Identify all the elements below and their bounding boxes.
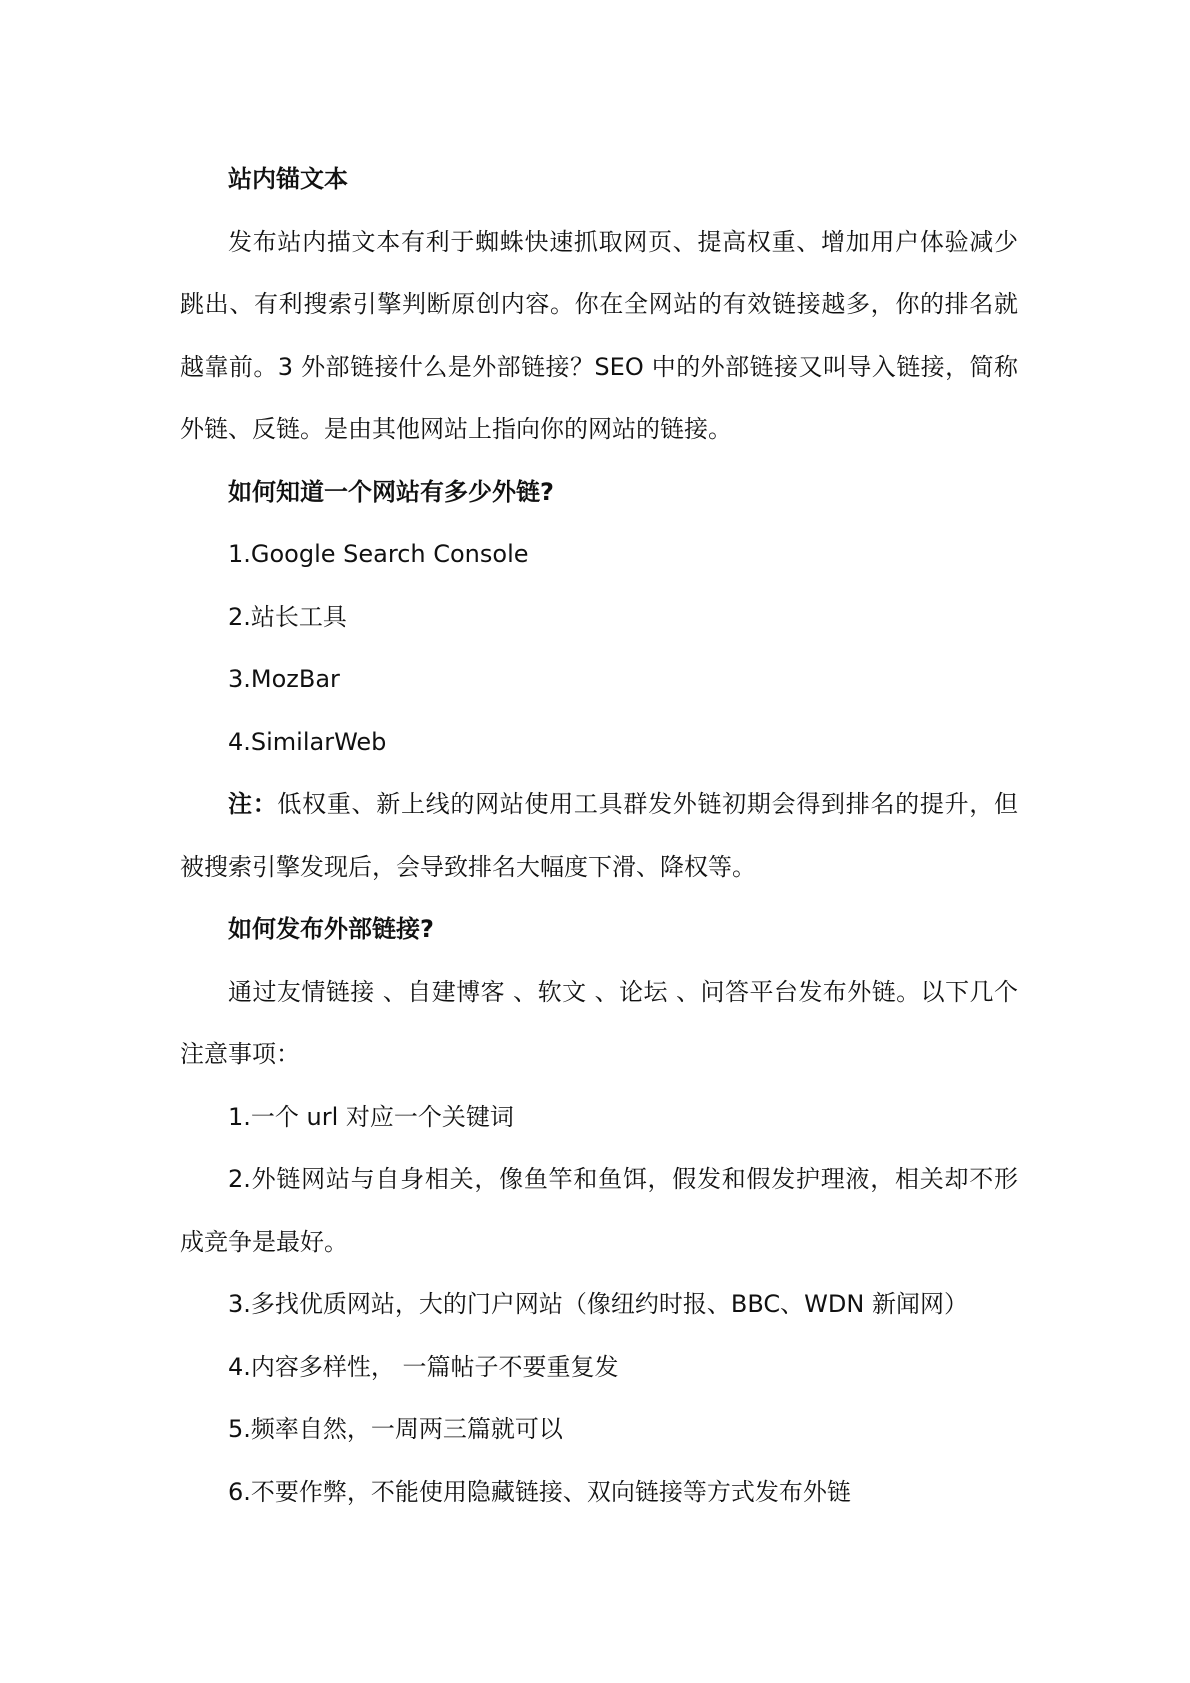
tip-item-4: 4.内容多样性， 一篇帖子不要重复发 — [228, 1352, 619, 1381]
heading-publish-backlinks: 如何发布外部链接? — [228, 915, 434, 943]
heading-backlink-count: 如何知道一个网站有多少外链? — [228, 477, 554, 506]
note-text: 低权重、新上线的网站使用工具群发外链初期会得到排名的提升，但被搜索引擎发现后，会导致排名大幅度下滑、降权等。 — [180, 790, 1019, 881]
tip-item-3: 3.多找优质网站，大的门户网站（像纽约时报、BBC、WDN 新闻网） — [228, 1290, 968, 1318]
tool-item-2: 2.站长工具 — [228, 602, 347, 631]
paragraph-anchor-text: 发布站内描文本有利于蜘蛛快速抓取网页、提高权重、增加用户体验减少跳出、有利搜索引擎判断原创内容。你在全网站的有效链接越多，你的排名就越靠前。3 外部链接什么是外部链接？SEO 中的外部链接又叫导入链接，简称外链、反链。是由其他网站上指向你的网站的链接。 — [180, 227, 1018, 443]
tool-item-4: 4.SimilarWeb — [228, 727, 387, 756]
paragraph-publish: 通过友情链接 、自建博客 、软文 、论坛 、问答平台发布外链。以下几个注意事项： — [180, 977, 1018, 1068]
tip-item-5: 5.频率自然，一周两三篇就可以 — [228, 1415, 563, 1443]
tool-item-3: 3.MozBar — [228, 665, 340, 693]
document-page — [180, 148, 1018, 1523]
heading-anchor-text: 站内锚文本 — [228, 165, 348, 193]
note-label: 注： — [228, 790, 278, 818]
tip-item-1: 1.一个 url 对应一个关键词 — [228, 1102, 514, 1131]
tip-item-2: 2.外链网站与自身相关，像鱼竿和鱼饵，假发和假发护理液，相关却不形成竞争是最好。 — [180, 1165, 1018, 1256]
note-paragraph — [180, 773, 1018, 898]
tip-item-6: 6.不要作弊，不能使用隐藏链接、双向链接等方式发布外链 — [228, 1477, 851, 1506]
tool-item-1: 1.Google Search Console — [228, 540, 529, 568]
